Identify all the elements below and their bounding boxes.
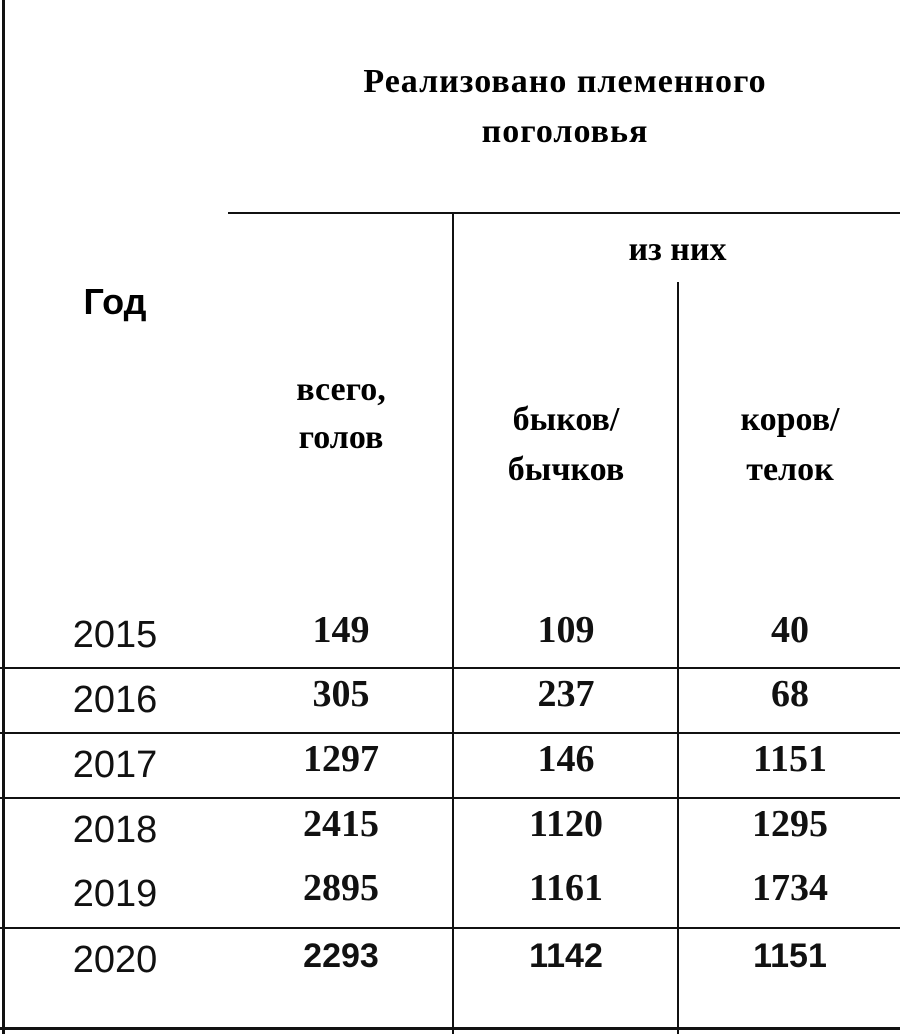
table-cell-bulls: 237 [537, 673, 595, 715]
group-title-line-1: Реализовано племенного [363, 63, 767, 100]
header-divider-line [228, 212, 900, 214]
row-divider-2016-2017 [0, 732, 900, 734]
table-cell-cows: 1295 [752, 803, 828, 845]
cows-column-header-line-2: телок [746, 451, 834, 488]
table-cell-bulls: 1161 [529, 867, 603, 909]
table-cell-cows: 68 [771, 673, 809, 715]
table-cell-bulls: 109 [537, 609, 595, 651]
table-cell-cows: 1151 [753, 738, 827, 780]
table-cell-total: 149 [312, 609, 370, 651]
cows-column-header-line-1: коров/ [740, 401, 840, 438]
table-cell-total: 2415 [303, 803, 379, 845]
table-cell-cows: 40 [771, 609, 809, 651]
row-divider-2019-2020 [0, 927, 900, 929]
table-row-year: 2018 [72, 809, 158, 851]
row-divider-2015-2016 [0, 667, 900, 669]
year-column-header: Год [83, 281, 147, 322]
table-row-year: 2015 [72, 614, 158, 656]
table-cell-bulls: 1120 [529, 803, 603, 845]
group-title-line-2: поголовья [481, 113, 649, 150]
subgroup-header: из них [628, 231, 727, 268]
total-column-header-line-2: голов [298, 419, 384, 456]
table-cell-total: 305 [312, 673, 370, 715]
total-column-header-line-1: всего, [296, 371, 386, 408]
column-divider-total-bulls [452, 214, 454, 1034]
table-row-year: 2019 [72, 873, 158, 915]
table-row-year: 2017 [72, 744, 158, 786]
table-left-border [2, 0, 5, 1034]
table-cell-total: 2293 [303, 937, 379, 975]
table-cell-cows: 1734 [752, 867, 828, 909]
bulls-column-header-line-1: быков/ [512, 401, 620, 438]
table-cell-cows: 1151 [753, 937, 827, 975]
table-cell-bulls: 146 [537, 738, 595, 780]
table-cell-total: 1297 [303, 738, 379, 780]
bulls-column-header-line-2: бычков [507, 451, 625, 488]
table-row-year: 2016 [72, 679, 158, 721]
column-divider-bulls-cows [677, 282, 679, 1034]
row-divider-2017-2018 [0, 797, 900, 799]
table-bottom-border [0, 1027, 900, 1030]
table-row-year: 2020 [72, 939, 158, 981]
table-cell-total: 2895 [303, 867, 379, 909]
table-cell-bulls: 1142 [529, 937, 603, 975]
